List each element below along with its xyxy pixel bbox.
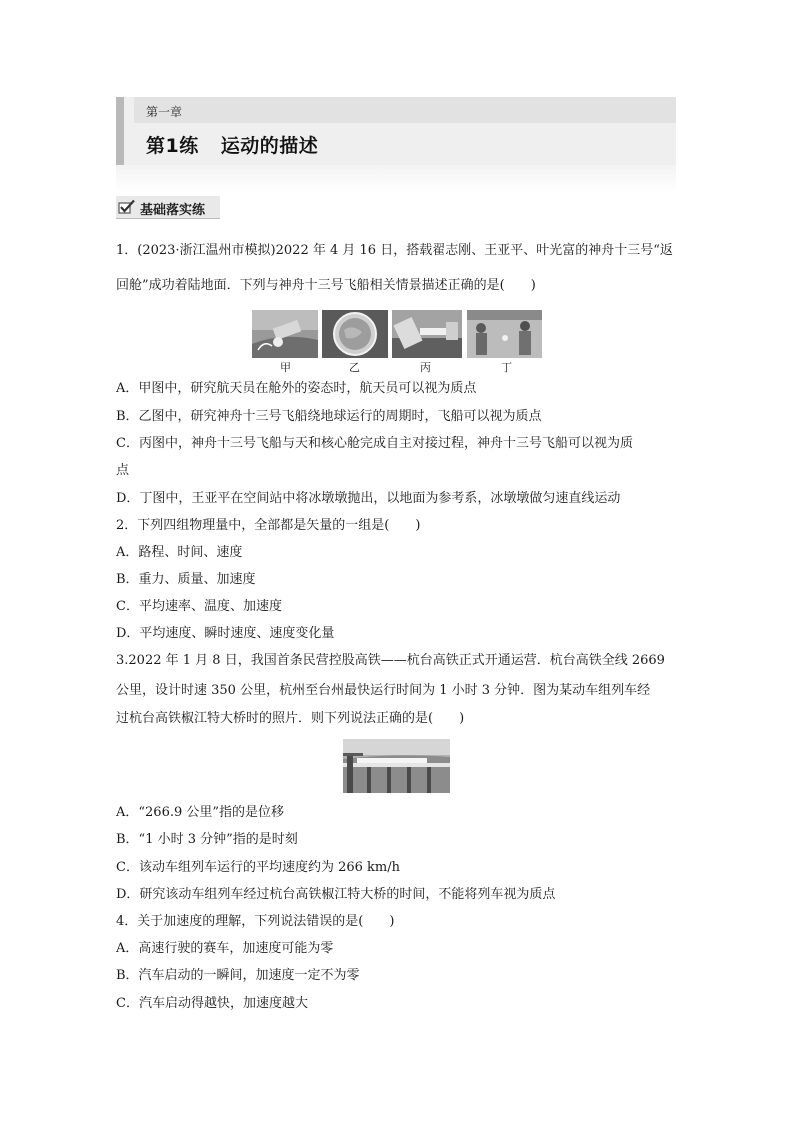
q4-stem: 4．关于加速度的理解，下列说法错误的是( ) [116, 914, 395, 929]
header-shadow [116, 165, 676, 193]
q3-stem-line2: 公里，设计时速 350 公里，杭州至台州最快运行时间为 1 小时 3 分钟．图为某动车组列车经 [116, 683, 651, 698]
q1-stem-line1: 1．(2023·浙江温州市模拟)2022 年 4 月 16 日，搭载翟志刚、王亚平、叶光富的神舟十三号“返 [116, 243, 673, 258]
chapter-label: 第一章 [146, 105, 183, 119]
checkmark-icon [118, 199, 136, 215]
figure-ding-astronauts [467, 310, 542, 358]
page-title [146, 131, 318, 158]
q2-option-a: A．路程、时间、速度 [116, 545, 243, 560]
q4-option-a: A．高速行驶的赛车，加速度可能为零 [116, 941, 334, 956]
figure-caption-jia: 甲 [280, 361, 291, 374]
q4-option-b: B．汽车启动的一瞬间，加速度一定不为零 [116, 968, 360, 983]
section-title: 基础落实练 [140, 203, 206, 218]
q3-stem-line1: 3.2022 年 1 月 8 日，我国首条民营控股高铁——杭台高铁正式开通运营．杭台高铁全线 2669 [116, 653, 665, 668]
section-underline [116, 218, 220, 219]
q3-option-b: B．“1 小时 3 分钟”指的是时刻 [116, 832, 298, 847]
figure-bing-docking [392, 310, 462, 358]
q1-option-d: D．丁图中，王亚平在空间站中将冰墩墩抛出，以地面为参考系，冰墩墩做匀速直线运动 [116, 491, 621, 506]
figure-caption-ding: 丁 [501, 361, 512, 374]
q1-option-c-line2: 点 [116, 463, 130, 478]
figure-caption-yi: 乙 [349, 361, 360, 374]
q4-option-c: C．汽车启动得越快，加速度越大 [116, 996, 308, 1011]
q3-option-d: D．研究该动车组列车经过杭台高铁椒江特大桥的时间，不能将列车视为质点 [116, 887, 556, 902]
q2-stem: 2．下列四组物理量中，全部都是矢量的一组是( ) [116, 518, 421, 533]
chapter-label-band [134, 97, 676, 123]
figure-yi-earth-orbit [322, 310, 388, 358]
q2-option-b: B．重力、质量、加速度 [116, 572, 256, 587]
q2-option-c: C．平均速率、温度、加速度 [116, 599, 282, 614]
q3-option-a: A．“266.9 公里”指的是位移 [116, 805, 285, 820]
header-accent-bar [116, 97, 124, 165]
figure-caption-bing: 丙 [420, 361, 431, 374]
q1-stem-line2: 回舱”成功着陆地面．下列与神舟十三号飞船相关情景描述正确的是( ) [116, 278, 536, 293]
q3-option-c: C．该动车组列车运行的平均速度约为 266 km/h [116, 860, 400, 875]
q3-stem-line3: 过杭台高铁椒江特大桥时的照片．则下列说法正确的是( ) [116, 711, 465, 726]
figure-bridge-train [343, 739, 450, 793]
lesson-number: 第1练 [146, 135, 199, 157]
q1-option-b: B．乙图中，研究神舟十三号飞船绕地球运行的周期时，飞船可以视为质点 [116, 409, 542, 424]
lesson-title: 运动的描述 [220, 135, 319, 157]
q1-option-c-line1: C．丙图中，神舟十三号飞船与天和核心舱完成自主对接过程，神舟十三号飞船可以视为质 [116, 436, 633, 451]
q2-option-d: D．平均速度、瞬时速度、速度变化量 [116, 626, 335, 641]
q1-option-a: A．甲图中，研究航天员在舱外的姿态时，航天员可以视为质点 [116, 381, 477, 396]
figure-jia-astronaut [252, 310, 318, 358]
